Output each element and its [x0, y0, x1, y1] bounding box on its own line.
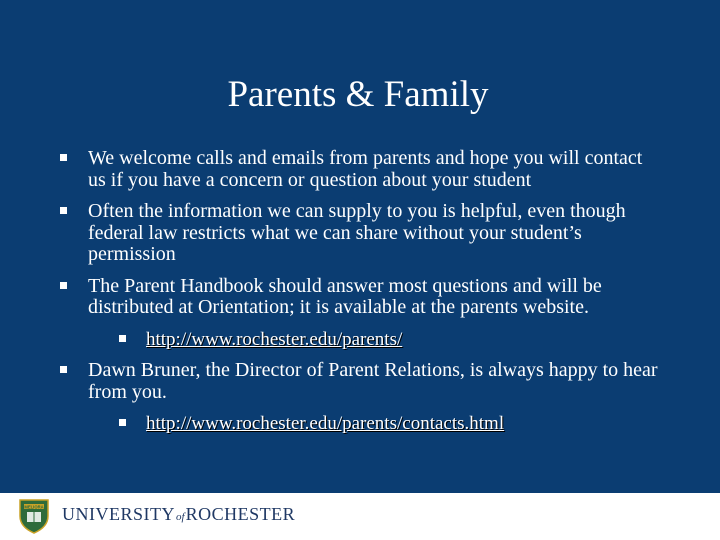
square-bullet-icon	[119, 419, 126, 426]
slide-title: Parents & Family	[227, 74, 489, 115]
bullet-item	[60, 148, 660, 191]
bullet-text: Dawn Bruner, the Director of Parent Relations, is always happy to hear from you.	[88, 359, 658, 403]
square-bullet-icon	[60, 207, 67, 214]
bullet-text: The Parent Handbook should answer most questions and will be distributed at Orientation; it is available at the parents website.	[88, 274, 602, 318]
seal-text: MELIORA	[24, 504, 44, 510]
university-seal-icon	[17, 498, 51, 534]
footer	[0, 493, 720, 540]
square-bullet-icon	[60, 154, 67, 161]
bullet-item	[60, 201, 660, 266]
university-wordmark	[62, 503, 295, 525]
bullet-item	[60, 360, 660, 435]
square-bullet-icon	[60, 282, 67, 289]
bullet-text: We welcome calls and emails from parents and hope you will contact us if you have a concern or question about your student	[88, 147, 643, 191]
parents-website-link[interactable]: http://www.rochester.edu/parents/	[146, 328, 403, 350]
square-bullet-icon	[60, 366, 67, 373]
wordmark-rochester: ROCHESTER	[185, 504, 296, 524]
sub-bullet-item	[88, 413, 660, 435]
wordmark-of: of	[176, 511, 185, 523]
contacts-link[interactable]: http://www.rochester.edu/parents/contacts.html	[146, 413, 505, 434]
wordmark-university: UNIVERSITY	[62, 504, 175, 524]
sub-bullet-item	[88, 329, 660, 351]
square-bullet-icon	[119, 335, 126, 342]
bullet-text: Often the information we can supply to you is helpful, even though federal law restricts what we can share without your student’s permission	[88, 200, 626, 265]
bullet-item	[60, 276, 660, 351]
bullet-list	[60, 148, 660, 445]
